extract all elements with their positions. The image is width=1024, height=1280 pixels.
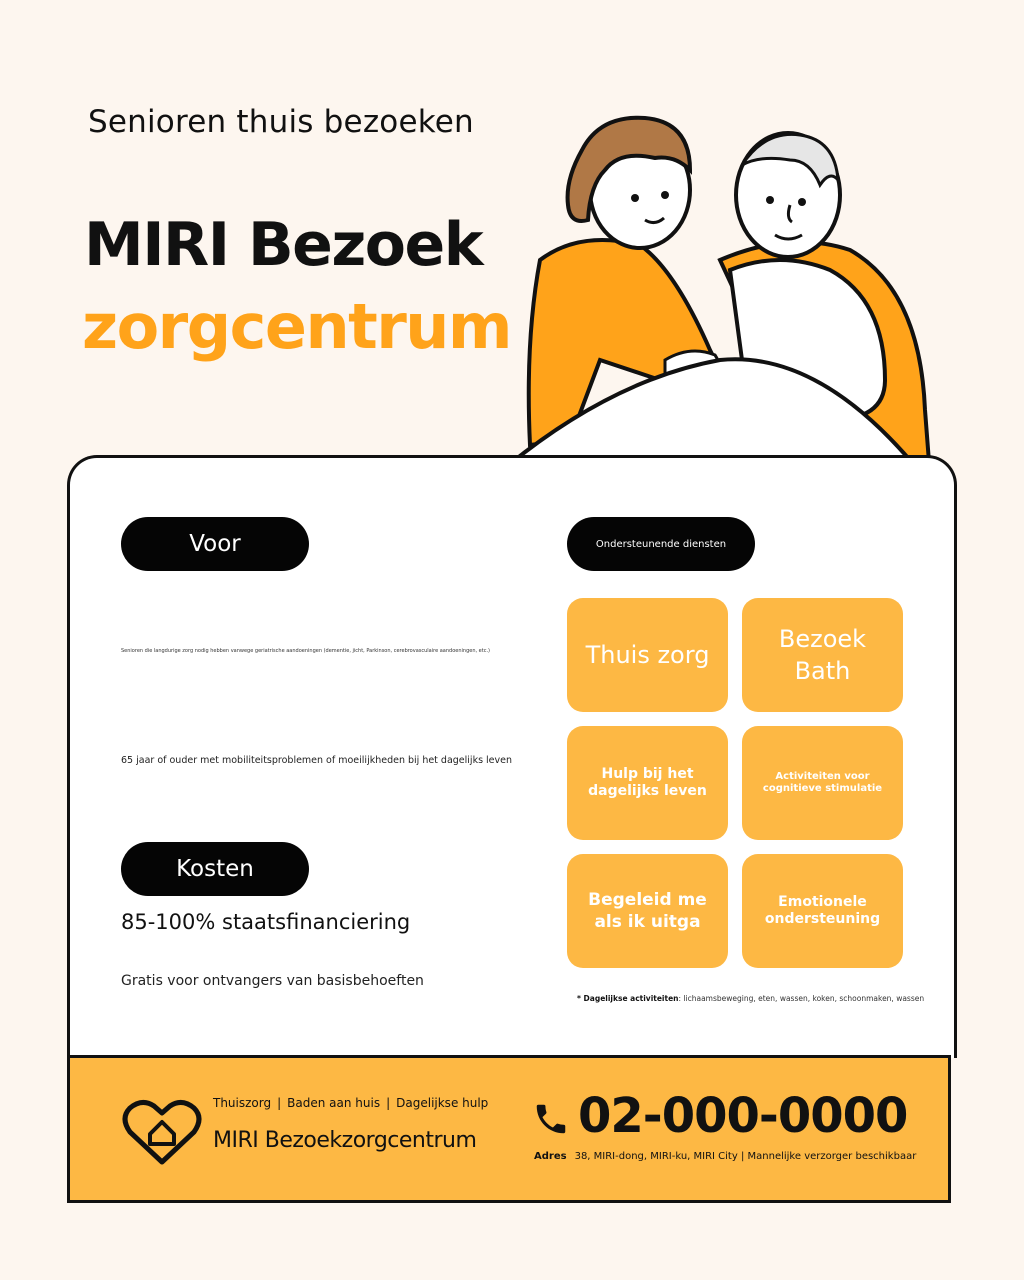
address-line: Adres 38, MIRI-dong, MIRI-ku, MIRI City | Mannelijke verzorger beschikbaar — [534, 1151, 917, 1162]
caregiver-senior-illustration — [490, 110, 940, 480]
for-label: Voor — [121, 517, 309, 571]
heart-house-icon — [122, 1098, 202, 1166]
tile-home-care: Thuis zorg — [567, 598, 728, 712]
for-item-1: Senioren die langdurige zorg nodig hebben vanwege geriatrische aandoeningen (dementie, jicht, Parkinson, cerebrovasculaire aandoeningen, etc.) — [121, 648, 490, 654]
for-item-2: 65 jaar of ouder met mobiliteitsproblemen of moeilijkheden bij het dagelijks leven — [121, 755, 513, 766]
tile-emotional: Emotionele ondersteuning — [742, 854, 903, 968]
page-title: MIRI Bezoek — [84, 210, 483, 280]
footer-services: Thuiszorg | Baden aan huis | Dagelijkse hulp — [213, 1096, 489, 1110]
tile-visit-bath: Bezoek Bath — [742, 598, 903, 712]
cost-sub: Gratis voor ontvangers van basisbehoeften — [121, 973, 424, 989]
cost-label: Kosten — [121, 842, 309, 896]
phone-number[interactable]: 02-000-0000 — [578, 1088, 908, 1144]
tile-daily-help: Hulp bij het dagelijks leven — [567, 726, 728, 840]
page-subtitle: Senioren thuis bezoeken — [88, 104, 474, 140]
page-title-accent: zorgcentrum — [82, 290, 512, 363]
services-label: Ondersteunende diensten — [567, 517, 755, 571]
footnote: * Dagelijkse activiteiten: lichaamsbeweging, eten, wassen, koken, schoonmaken, wassen — [577, 994, 925, 1003]
tile-cognitive: Activiteiten voor cognitieve stimulatie — [742, 726, 903, 840]
cost-main: 85-100% staatsfinanciering — [121, 910, 411, 934]
phone-icon — [532, 1100, 570, 1138]
footer-brand: MIRI Bezoekzorgcentrum — [213, 1128, 477, 1153]
info-card — [67, 455, 957, 1058]
tile-outings: Begeleid me als ik uitga — [567, 854, 728, 968]
footer — [67, 1055, 951, 1203]
